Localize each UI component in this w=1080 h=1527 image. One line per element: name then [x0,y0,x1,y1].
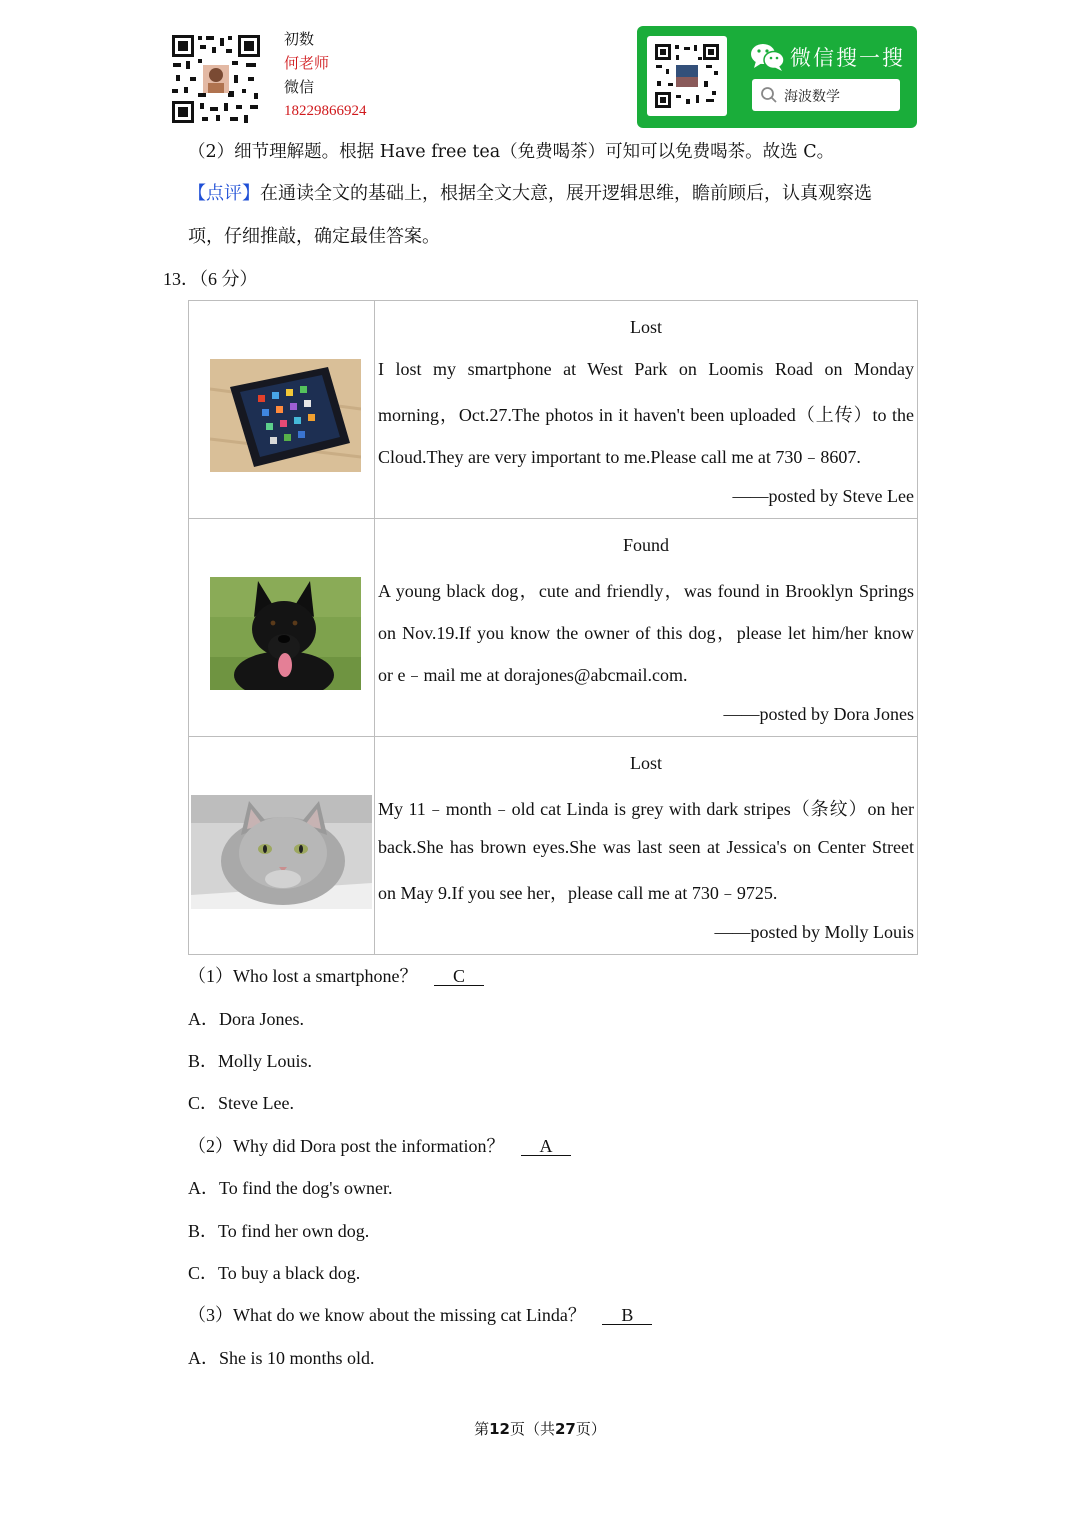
ad-image-cell [189,301,375,519]
smartphone-photo [210,359,361,472]
footer-mid: 页（共 [509,1420,555,1438]
ad-text-cell [375,737,918,955]
qr-code-right [654,43,720,109]
header-phone: 18229866924 [284,103,367,119]
ad-text-line: or e﹣mail me at dorajones@abcmail.com. [378,665,688,685]
question-text: （1）Who lost a smartphone？ [188,966,418,986]
footer-page-total: 27 [555,1420,576,1438]
dog-photo [210,577,361,690]
ad-signature: ——posted by Steve Lee [732,486,914,506]
ad-text-cell [375,519,918,737]
comment-line-2: 项，仔细推敲，确定最佳答案。 [188,226,440,247]
answer-blank: A [521,1137,571,1156]
answer-blank: C [434,967,484,986]
question-number: 13．（6 分） [163,269,258,289]
sub-question-1 [188,966,484,986]
ad-signature: ——posted by Dora Jones [723,704,914,724]
ad-title: Found [622,535,669,555]
option: C．Steve Lee. [188,1093,294,1113]
header-contact [284,27,367,123]
ad-text-line: I lost my smartphone at West Park on Loomis Road on Monday [378,359,914,379]
answer-blank: B [602,1306,652,1325]
header-line-2: 何老师 [284,54,330,72]
ad-text-line: My 11﹣month﹣old cat Linda is grey with dark stripes（条纹）on her [378,799,914,819]
ad-text-line: back.She has brown eyes.She was last seen at Jessica's on Center Street [378,837,914,857]
footer-pre: 第 [474,1420,490,1438]
ad-text-cell [375,301,918,519]
wechat-search-title: 微信搜一搜 [790,46,905,70]
ad-row-lost-phone [189,301,918,519]
ad-text-line: A young black dog，cute and friendly，was found in Brooklyn Springs [378,581,914,601]
ad-row-found-dog [189,519,918,737]
option: B．Molly Louis. [188,1051,313,1071]
search-icon [760,86,778,104]
ad-title: Lost [629,753,662,773]
qr-code-right-frame [647,36,727,116]
cat-photo [191,795,372,909]
comment-tag: 【点评】 [188,183,260,204]
wechat-search-banner [637,26,917,128]
comment-line-1 [188,184,872,204]
option: C．To buy a black dog. [188,1263,361,1283]
footer-post: 页） [575,1420,606,1438]
comment-text-1: 在通读全文的基础上，根据全文大意，展开逻辑思维，瞻前顾后，认真观察选 [260,183,872,204]
wechat-logo-icon [750,42,786,72]
page-footer [0,1418,1080,1439]
sub-question-2 [188,1136,571,1156]
footer-page-number: 12 [489,1420,510,1438]
prev-answer-line: （2）细节理解题。根据 Have free tea（免费喝茶）可知可以免费喝茶。故选 C。 [188,142,835,162]
ad-text-line: on May 9.If you see her，please call me at 730﹣9725. [378,883,778,903]
qr-code-left [170,33,262,125]
ads-table [188,300,918,955]
ad-signature: ——posted by Molly Louis [714,922,914,942]
header-line-1: 初数 [284,30,315,48]
ad-text-line: Cloud.They are very important to me.Please call me at 730﹣8607. [378,447,861,467]
question-text: （3）What do we know about the missing cat Linda？ [188,1305,586,1325]
wechat-search-term: 海波数学 [784,89,840,105]
option: A．She is 10 months old. [188,1348,375,1368]
option: A．To find the dog's owner. [188,1178,393,1198]
option: B．To find her own dog. [188,1221,370,1241]
ad-row-lost-cat [189,737,918,955]
ad-text-line: on Nov.19.If you know the owner of this dog，please let him/her know [378,623,914,643]
ad-title: Lost [629,317,662,337]
option: A．Dora Jones. [188,1009,304,1029]
question-text: （2）Why did Dora post the information？ [188,1136,505,1156]
ad-image-cell [189,737,375,955]
header-line-3: 微信 [284,78,315,96]
sub-question-3 [188,1305,652,1325]
wechat-search-field[interactable] [752,79,900,111]
ad-image-cell [189,519,375,737]
ad-text-line: morning，Oct.27.The photos in it haven't been uploaded（上传）to the [378,405,914,425]
